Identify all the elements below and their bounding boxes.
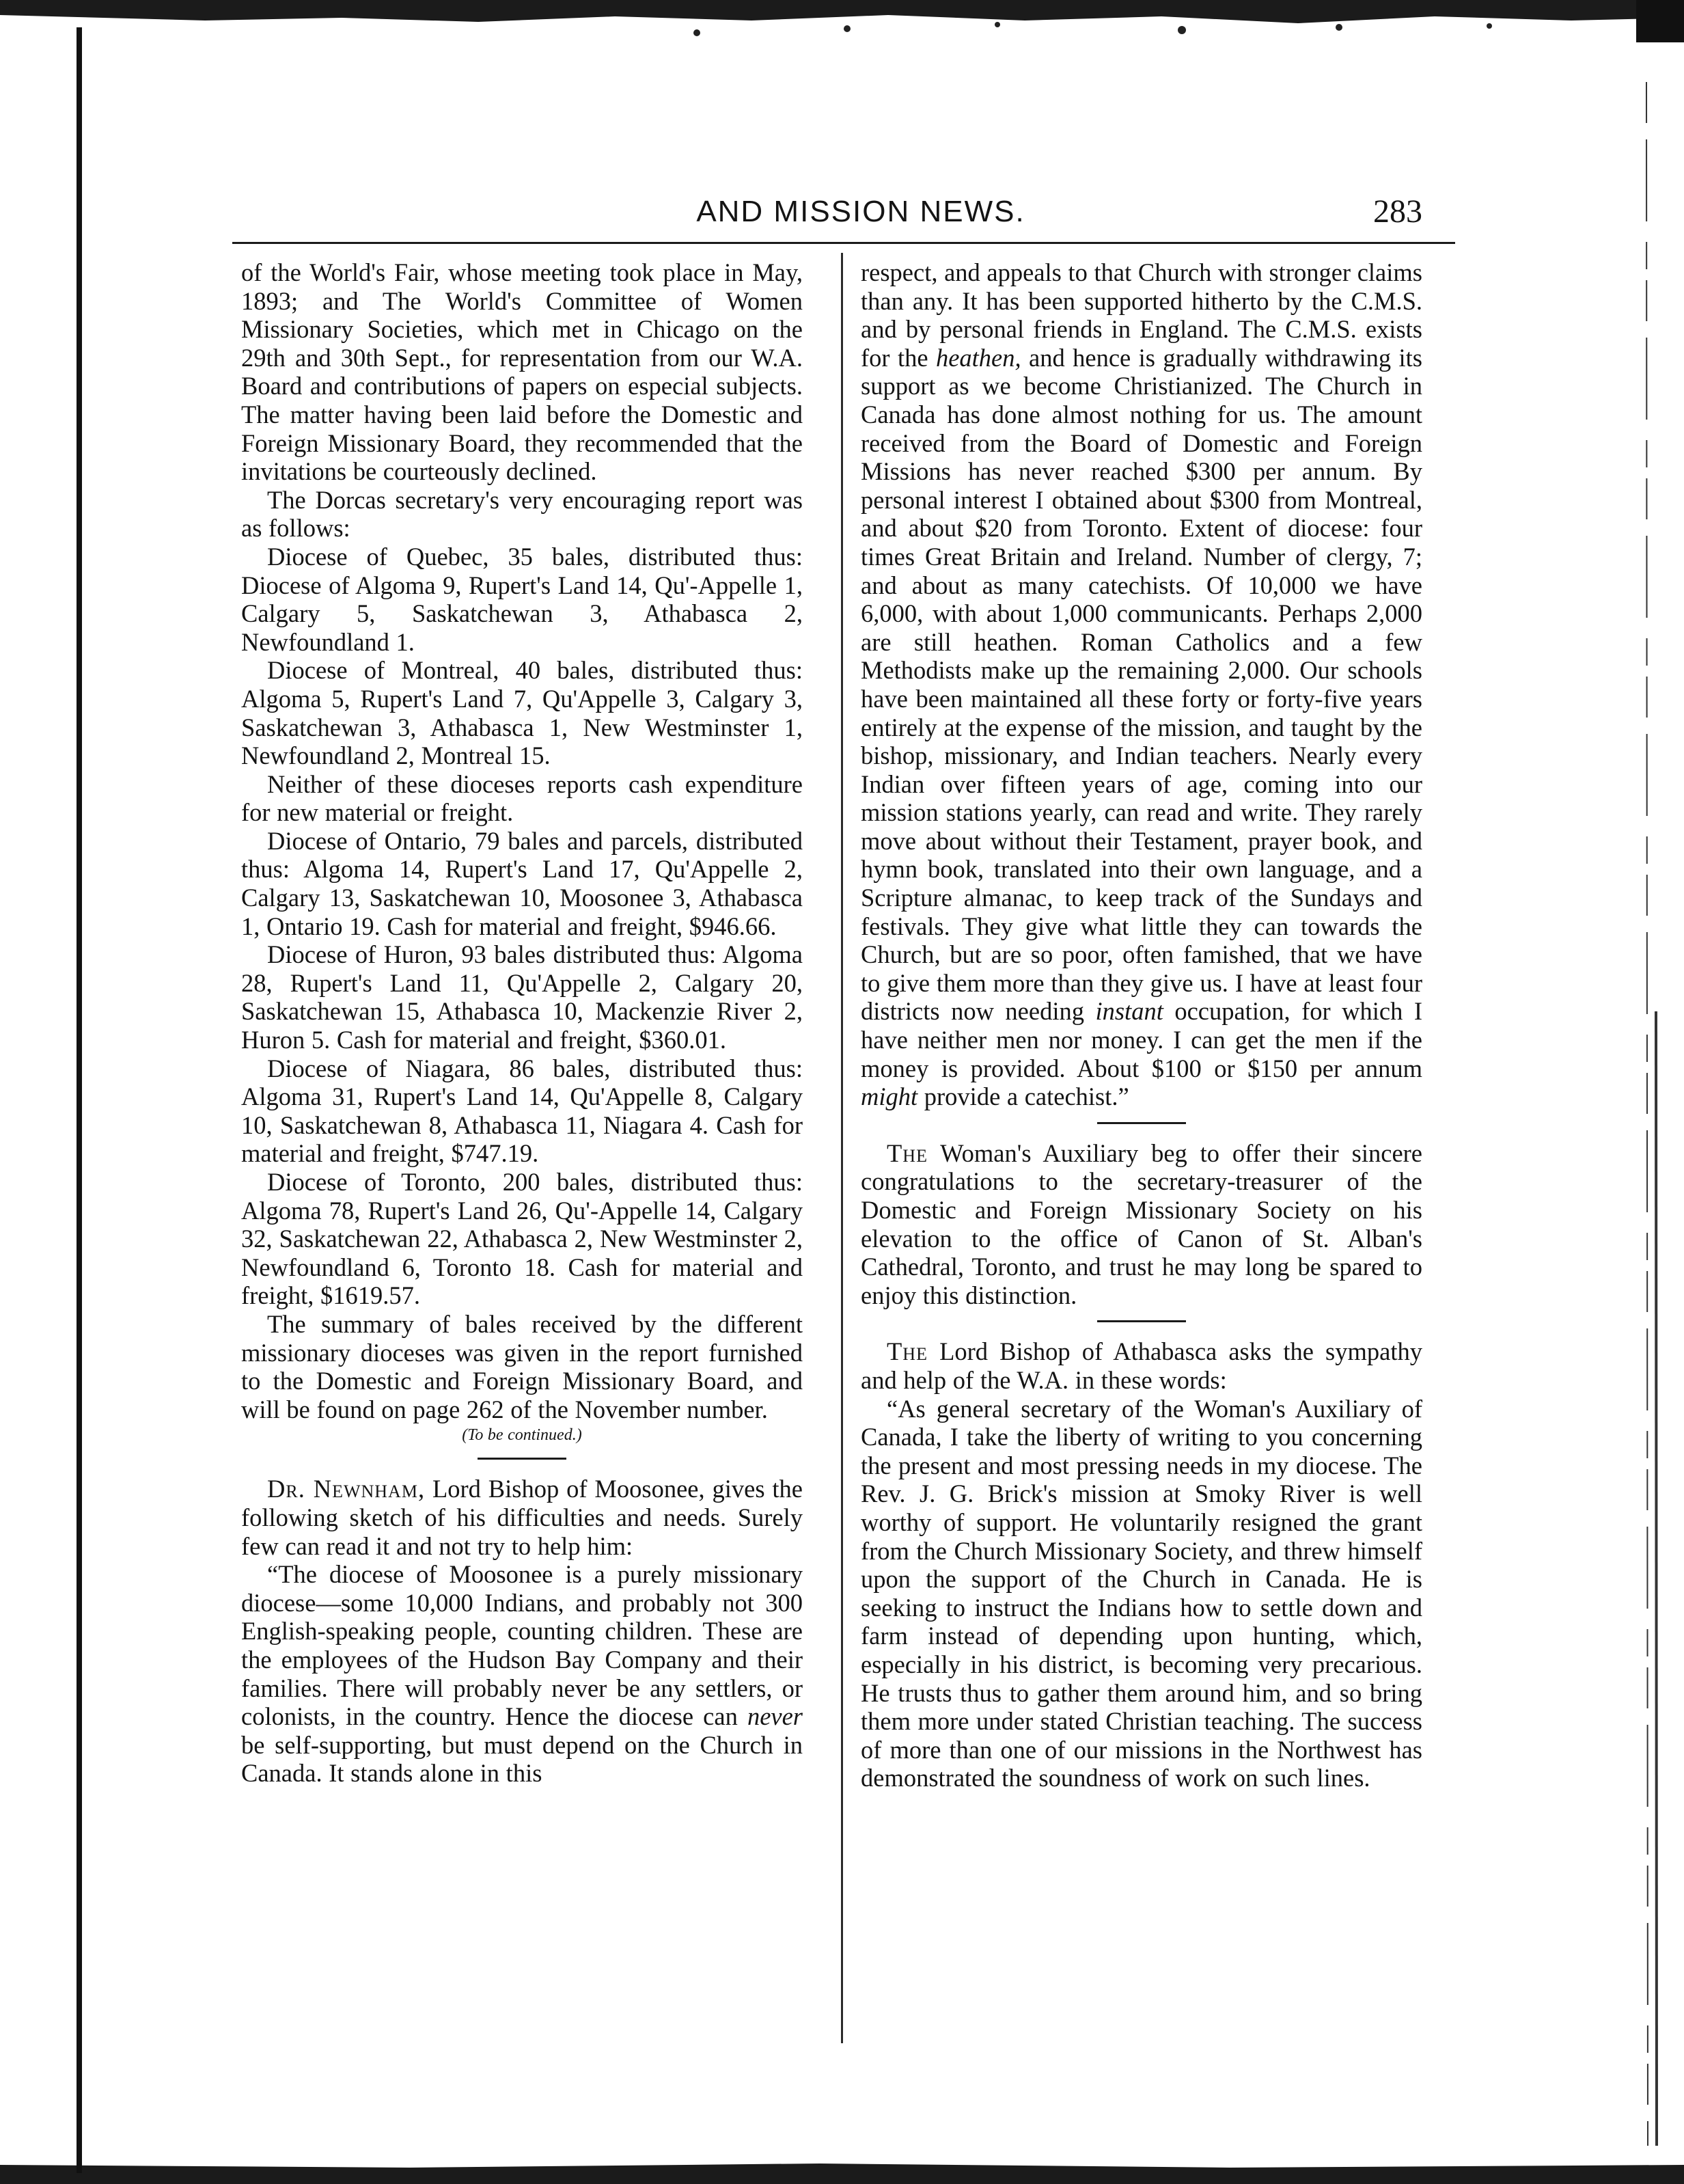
lead-in: The — [887, 1337, 928, 1366]
paragraph-text: respect, and appeals to that Church with stronger claims than any. It has been supported hitherto by the C.M.S. and by personal friends in England. The C.M.S. exists for the — [861, 258, 1422, 372]
paragraph-text: occupation, for which I have neither men nor money. I can get the men if the money is provided. About $100 or $150 per annum — [861, 997, 1422, 1082]
paragraph: of the World's Fair, whose meeting took place in May, 1893; and The World's Committee of Women Missionary Societies, which met in Chicago on the 29th and 30th Sept., for representation from our W.A. Board and contributions of papers on especial subjects. The matter having been laid before the Domestic and Foreign Missionary Board, they recommended that the invitations be courteously declined. — [241, 258, 803, 486]
emphasis: might — [861, 1082, 918, 1111]
section-separator — [1097, 1320, 1186, 1322]
lead-in: The — [887, 1138, 928, 1167]
paragraph-text: Lord Bishop of Athabasca asks the sympathy and help of the W.A. in these words: — [861, 1337, 1422, 1394]
page-number: 283 — [1373, 193, 1422, 230]
paragraph — [241, 1560, 803, 1788]
paragraph-text: Woman's Auxiliary beg to offer their sincere congratulations to the secretary-treasurer of the Domestic and Foreign Missionary Society on his elevation to the office of Canon of St. Alban's Cathedral, Toronto, and trust he may long be spared to enjoy this distinction. — [861, 1138, 1422, 1309]
section-separator — [478, 1458, 566, 1460]
paragraph: Diocese of Niagara, 86 bales, distributed thus: Algoma 31, Rupert's Land 14, Qu'Appelle 8, Calgary 10, Saskatchewan 8, Athabasca 11, Niagara 4. Cash for material and freight, $747.19. — [241, 1054, 803, 1168]
column-divider — [841, 253, 843, 2043]
emphasis: never — [747, 1702, 803, 1731]
paragraph — [861, 1139, 1422, 1310]
paragraph-text: “The diocese of Moosonee is a purely missionary diocese—some 10,000 Indians, and probably not 300 English-speaking people, counting children. These are the employees of the Hudson Bay Company and their families. There will probably never be any settlers, or colonists, in the country. Hence the diocese can — [241, 1560, 803, 1731]
paragraph — [861, 258, 1422, 1111]
paragraph: Diocese of Quebec, 35 bales, distributed thus: Diocese of Algoma 9, Rupert's Land 14, Qu'-Appelle 1, Calgary 5, Saskatchewan 3, Athabasca 2, Newfoundland 1. — [241, 542, 803, 656]
paragraph: The Dorcas secretary's very encouraging report was as follows: — [241, 485, 803, 543]
running-title: AND MISSION NEWS. — [696, 195, 1025, 228]
header-rule — [232, 242, 1455, 244]
top-scan-edge — [0, 0, 1684, 42]
bottom-scan-edge — [0, 2158, 1684, 2184]
paragraph-text: provide a catechist.” — [917, 1082, 1129, 1111]
paragraph — [241, 1475, 803, 1560]
lead-in: Dr. Newnham, — [267, 1475, 426, 1503]
paragraph — [861, 1337, 1422, 1394]
continued-note: (To be continued.) — [462, 1426, 582, 1445]
left-column — [241, 258, 803, 1788]
right-margin-marks — [1626, 55, 1667, 2159]
right-column — [861, 258, 1422, 1792]
paragraph-text: be self-supporting, but must depend on the Church in Canada. It stands alone in this — [241, 1730, 803, 1788]
paragraph: Diocese of Montreal, 40 bales, distributed thus: Algoma 5, Rupert's Land 7, Qu'Appelle 3, Calgary 3, Saskatchewan 3, Athabasca 1, New Westminster 1, Newfoundland 2, Montreal 15. — [241, 656, 803, 770]
paragraph: Diocese of Huron, 93 bales distributed thus: Algoma 28, Rupert's Land 11, Qu'Appelle 2, Calgary 20, Saskatchewan 15, Athabasca 10, Mackenzie River 2, Huron 5. Cash for material and freight, $360.01. — [241, 940, 803, 1054]
paragraph: Diocese of Toronto, 200 bales, distributed thus: Algoma 78, Rupert's Land 26, Qu'-Appelle 14, Calgary 32, Saskatchewan 22, Athabasca 2, New Westminster 2, Newfoundland 6, Toronto 18. Cash for material and freight, $1619.57. — [241, 1168, 803, 1310]
paragraph: Neither of these dioceses reports cash expenditure for new material or freight. — [241, 769, 803, 827]
paragraph: Diocese of Ontario, 79 bales and parcels, distributed thus: Algoma 14, Rupert's Land 17, Qu'Appelle 2, Calgary 13, Saskatchewan 10, Moosonee 3, Athabasca 1, Ontario 19. Cash for material and freight, $946.66. — [241, 826, 803, 940]
emphasis: instant — [1095, 997, 1163, 1026]
running-header — [0, 190, 1684, 238]
emphasis: heathen, — [935, 343, 1021, 372]
paragraph-text: Lord Bishop of Moosonee, gives the following sketch of his difficulties and needs. Surely few can read it and not try to help him: — [241, 1475, 803, 1560]
section-separator — [1097, 1122, 1186, 1124]
left-binding-rule — [77, 27, 82, 2173]
paragraph: “As general secretary of the Woman's Auxiliary of Canada, I take the liberty of writing to you concerning the present and most pressing needs in my diocese. The Rev. J. G. Brick's mission at Smoky River is well worthy of support. He voluntarily resigned the grant from the Church Missionary Society, and threw himself upon the support of the Church in Canada. He is seeking to instruct the Indians how to settle down and farm instead of depending upon hunting, which, especially in his district, is becoming very precarious. He trusts thus to gather them around him, and so bring them more under stated Christian teaching. The success of more than one of our missions in the Northwest has demonstrated the soundness of work on such lines. — [861, 1394, 1422, 1792]
paragraph-text: and hence is gradually withdrawing its support as we become Christianized. The Church in Canada has done almost nothing for us. The amount received from the Board of Domestic and Foreign Missions has never reached $300 per annum. By personal interest I obtained about $300 from Montreal, and about $20 from Toronto. Extent of diocese: four times Great Britain and Ireland. Number of clergy, 7; and about as many catechists. Of 10,000 we have 6,000, with about 1,000 communicants. Perhaps 2,000 are still heathen. Roman Catholics and a few Methodists make up the remaining 2,000. Our schools have been maintained all these forty or forty-five years entirely at the expense of the mission, and taught by the bishop, missionary, and Indian teachers. Nearly every Indian over fifteen years of age, coming into our mission stations yearly, can read and write. They rarely move about without their Testament, prayer book, and hymn book, translated into their own language, and a Scripture almanac, to keep track of the Sundays and festivals. They give what little they can towards the Church, but are so poor, often famished, that we have to give them more than they give us. I have at least four districts now needing — [861, 343, 1422, 1026]
paragraph: The summary of bales received by the different missionary dioceses was given in the report furnished to the Domestic and Foreign Missionary Board, and will be found on page 262 of the November number. — [241, 1309, 803, 1423]
